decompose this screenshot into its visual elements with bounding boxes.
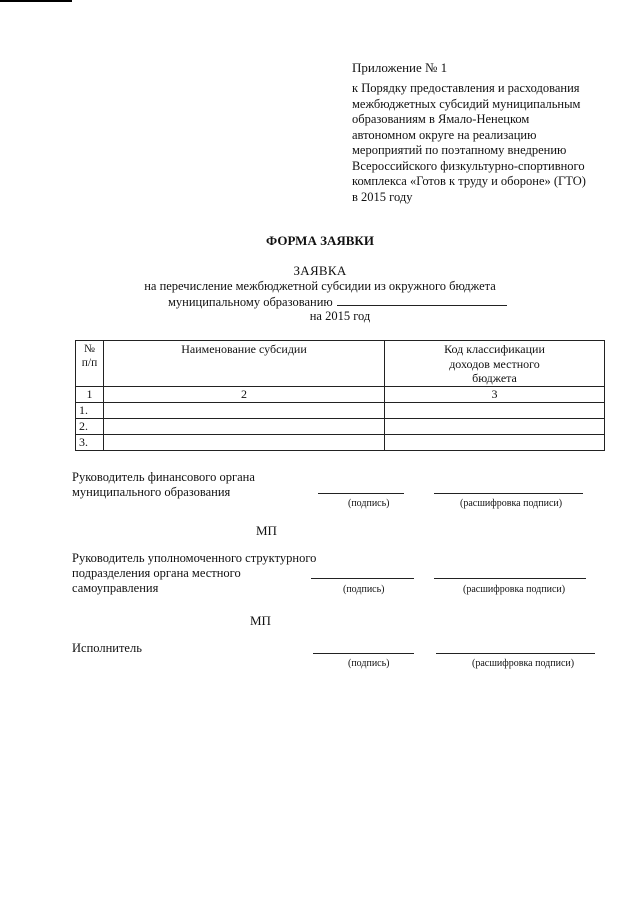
- column-number-row: [76, 386, 605, 402]
- header-cell-name: Наименование субсидии: [104, 341, 385, 387]
- structural-head-label-line: Руководитель уполномоченного структурного: [72, 551, 317, 565]
- appendix-line: в 2015 году: [352, 189, 413, 204]
- form-title: ФОРМА ЗАЯВКИ: [266, 233, 374, 248]
- municipality-blank-field[interactable]: [337, 294, 507, 306]
- finance-head-label-line: муниципального образования: [72, 485, 231, 499]
- table-row: [76, 434, 605, 450]
- request-subtitle-line2: [168, 294, 507, 310]
- executor-label: Исполнитель: [72, 641, 142, 655]
- appendix-line: к Порядку предоставления и расходования: [352, 81, 580, 95]
- appendix-line: мероприятий по поэтапному внедрению: [352, 143, 567, 157]
- appendix-line: образованиям в Ямало-Ненецком: [352, 112, 530, 126]
- structural-signature-caption: (подпись): [343, 584, 385, 595]
- row-number-cell: 2.: [76, 418, 104, 434]
- top-edge-line: [0, 0, 72, 2]
- row-name-cell[interactable]: [104, 402, 385, 418]
- municipality-label: муниципальному образованию: [168, 295, 333, 309]
- table-row: [76, 402, 605, 418]
- appendix-description: [352, 81, 622, 205]
- stamp-place-label: МП: [256, 523, 277, 538]
- executor-signature-caption: (подпись): [348, 658, 390, 669]
- finance-decode-line[interactable]: [434, 493, 583, 494]
- table-row: [76, 418, 605, 434]
- finance-head-label: [72, 470, 255, 500]
- appendix-line: комплекса «Готов к труду и обороне» (ГТО): [352, 174, 586, 188]
- request-subtitle-line1: на перечисление межбюджетной субсидии из окружного бюджета: [144, 279, 496, 293]
- structural-head-label: [72, 551, 316, 596]
- row-number-cell: 3.: [76, 434, 104, 450]
- appendix-line: Всероссийского физкультурно-спортивного: [352, 158, 585, 173]
- row-name-cell[interactable]: [104, 418, 385, 434]
- request-title: ЗАЯВКА: [293, 263, 347, 278]
- table-header-row: [76, 341, 605, 387]
- appendix-line: автономном округе на реализацию: [352, 127, 537, 142]
- executor-signature-line[interactable]: [313, 653, 414, 654]
- stamp-place-label: МП: [250, 613, 271, 628]
- column-number-cell: 2: [104, 386, 385, 402]
- structural-head-label-line: самоуправления: [72, 581, 159, 595]
- appendix-title: Приложение № 1: [352, 60, 448, 75]
- request-subtitle-line3: на 2015 год: [309, 309, 371, 323]
- executor-decode-line[interactable]: [436, 653, 595, 654]
- executor-decode-caption: (расшифровка подписи): [472, 658, 575, 669]
- structural-decode-line[interactable]: [434, 578, 586, 579]
- row-code-cell[interactable]: [385, 418, 605, 434]
- structural-decode-caption: (расшифровка подписи): [463, 584, 566, 595]
- row-number-cell: 1.: [76, 402, 104, 418]
- header-cell-code: Код классификации доходов местного бюджета: [385, 341, 605, 387]
- header-cell-number: № п/п: [76, 341, 104, 387]
- finance-signature-line[interactable]: [318, 493, 404, 494]
- column-number-cell: 1: [76, 386, 104, 402]
- row-code-cell[interactable]: [385, 402, 605, 418]
- subsidy-table: [75, 340, 605, 451]
- structural-head-label-line: подразделения органа местного: [72, 566, 241, 580]
- structural-signature-line[interactable]: [311, 578, 414, 579]
- finance-decode-caption: (расшифровка подписи): [460, 498, 563, 509]
- appendix-line: межбюджетных субсидий муниципальным: [352, 96, 581, 111]
- finance-signature-caption: (подпись): [348, 498, 390, 509]
- finance-head-label-line: Руководитель финансового органа: [72, 470, 255, 484]
- row-name-cell[interactable]: [104, 434, 385, 450]
- row-code-cell[interactable]: [385, 434, 605, 450]
- column-number-cell: 3: [385, 386, 605, 402]
